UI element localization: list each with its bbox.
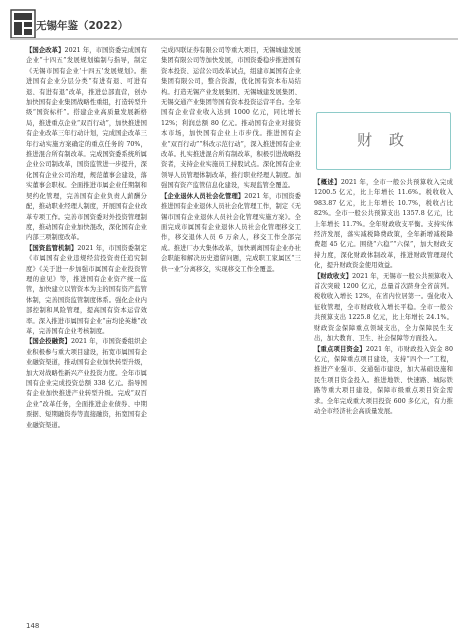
text-column-2 [161,46,301,608]
paragraph-text: 2021 年，市国资委制定《市属国有企业违规经营投资责任追究制度》《关于进一步加强市属国有企业投资管理的意见》等，推进国有企业资产统一监管，加快建立以管资本为主的国有资产监管体制，完善国资监管制度体系。强化企业内部控制和风险管理，提高国有资本运营效率。深入推进市属国有企业“亩均论英雄”改革，完善国有企业考核制度。 [26,244,147,335]
paragraph-asset-supervision [26,244,147,338]
paragraph-text: 2021 年，全市一般公共预算收入完成 1200.5 亿元，比上年增长 11.6%。税收收入 983.87 亿元，比上年增长 10.7%，税收占比 82%。全市一般公共预算支出 1357.8 亿元，比上年增长 11.7%。全年财政收支平衡。支持实体经济发展，落实减税降费政策，全年新增减税降费超 45 亿元。围绕“六稳”“六保”，加大财政支持力度，深化财政体制改革，推进财政管理现代化，提升财政资金使用效益。 [314,179,453,270]
section-heading: 【财政收支】 [314,272,353,280]
paragraph-fiscal-revenue-expenditure [314,272,453,345]
finance-section-title-box [316,112,451,170]
header-divider [10,38,458,40]
section-heading: 【国资监管机制】 [26,244,78,252]
paragraph-text: 2021 年，无锡市一般公共预算收入首次突破 1200 亿元，总量首次跻身全省前列。税收收入增长 12%，在省内位居第一。强化收入征收管理，全市财政收入增长平稳。全市一般公共预算支出 1225.8 亿元，比上年增长 24.1%。财政资金保障重点领域支出，全力保障民生支出，加大教育、卫生、社会保障等方面投入。 [314,272,453,343]
paragraph-text: 2021 年，市国资委组织企业积极参与重大项目建设，拓宽市属国有企业融资渠道，推动国有企业加快转型升级，加大对战略性新兴产业投资力度。全年市属国有企业完成投资总额 338 亿元。指导国有企业加快推进产业转型升级。完成“双百企业”改革任务，全面推进企业债券、中期票据、短期融资券等直接融资，拓宽国有企业融资渠道。 [26,338,147,429]
section-heading: 【国企改革】 [26,47,65,54]
paragraph-state-enterprise-reform [26,46,147,244]
book-title: 无锡年鉴（2022） [36,20,129,32]
text-column-1 [26,46,147,608]
paragraph-retiree-management [161,192,301,275]
section-heading: 【企业退休人员社会化管理】 [161,192,245,200]
paragraph-text: 2021 年，市国资委完成国有企业“十四五”发展规划编制与指导，制定《无锡市国有企业‘十四五’发展规划》。推进国有企业分层分类“有进有退、可进有退、有进有退”改革，推进总部直营，创办加快国有企业集团战略性重组，打造转型升级“国资标杆”。搭建企业高质量发展新格局，推进重点企业“双百行动”，加快推进国有企业改革三年行动计划，完成国企改革三年行动实施方案确定的重点任务的 70%，推进混合所有制改革。完成国资委系统所属企业公司制改革，国资监管进一步提升，深化国有企业公司治理，规范董事会建设，落实董事会职权。全面推进市属企业任期制和契约化管理，完善国有企业负责人薪酬分配，推动职业经理人制度，开展国有企业改革专项工作。完善市国资委对外投资管理制度，推动国有企业加快混改，深化国有企业内部三项制度改革。 [26,47,147,242]
paragraph-continued [161,46,301,192]
paragraph-text: 完成四联证券有限公司等重大项目，无锡城建发展集团有限公司等加快发展，市国资委稳步推进国有资本投资、运营公司改革试点，组建市属国有企业集团有限公司，整合资源，优化国有资本布局结构。打造无锡产业发展集团、无锡城建发展集团、无锡交通产业集团等国有资本投资运营平台。全年国有企业营业收入达到 1000 亿元，同比增长 12%；利润总额 80 亿元。推动国有企业对接资本市场，加快国有企业上市步伐。推进国有企业“双百行动”“科改示范行动”，深入推进国有企业改革。扎实推进混合所有制改革，积极引进战略投资者，支持企业实施员工持股试点。深化国有企业领导人员管理体制改革，推行职业经理人制度。加强国有资产监管信息化建设，实现监管全覆盖。 [161,47,301,190]
paragraph-key-project-funds [314,345,453,418]
finance-section-title: 财 政 [357,131,410,149]
page-header [0,0,468,46]
paragraph-text: 2021 年，市国资委推进国有企业退休人员社会化管理工作，制定《无锡市国有企业退休人员社会化管理实施方案》。全面完成市属国有企业退休人员社会化管理移交工作，移交退休人员 6 万余人，移交工作全部完成。推进厂办大集体改革，加快剥离国有企业办社会职能和解决历史遗留问题，完成职工家属区“三供一业”分离移交，实现移交工作全覆盖。 [161,192,301,273]
yearbook-logo-icon [10,9,36,39]
text-column-3 [314,178,453,608]
paragraph-investment-financing [26,337,147,431]
paragraph-overview [314,178,453,272]
section-heading: 【重点项目资金】 [314,345,366,353]
paragraph-text: 2021 年，市财政投入资金 80 亿元，保障重点项目建设，支持“四个一”工程，推进产业强市、交通强市建设，加大基础设施和民生项目资金投入。推进地铁、快速路、城际铁路等重大项目建设，保障市级重点项目资金需求。全年完成重大项目投资 600 多亿元，有力推动全市经济社会高质量发展。 [314,345,453,415]
page-number: 148 [26,622,40,630]
section-heading: 【国企投融资】 [26,338,71,346]
section-heading: 【概述】 [314,179,341,186]
